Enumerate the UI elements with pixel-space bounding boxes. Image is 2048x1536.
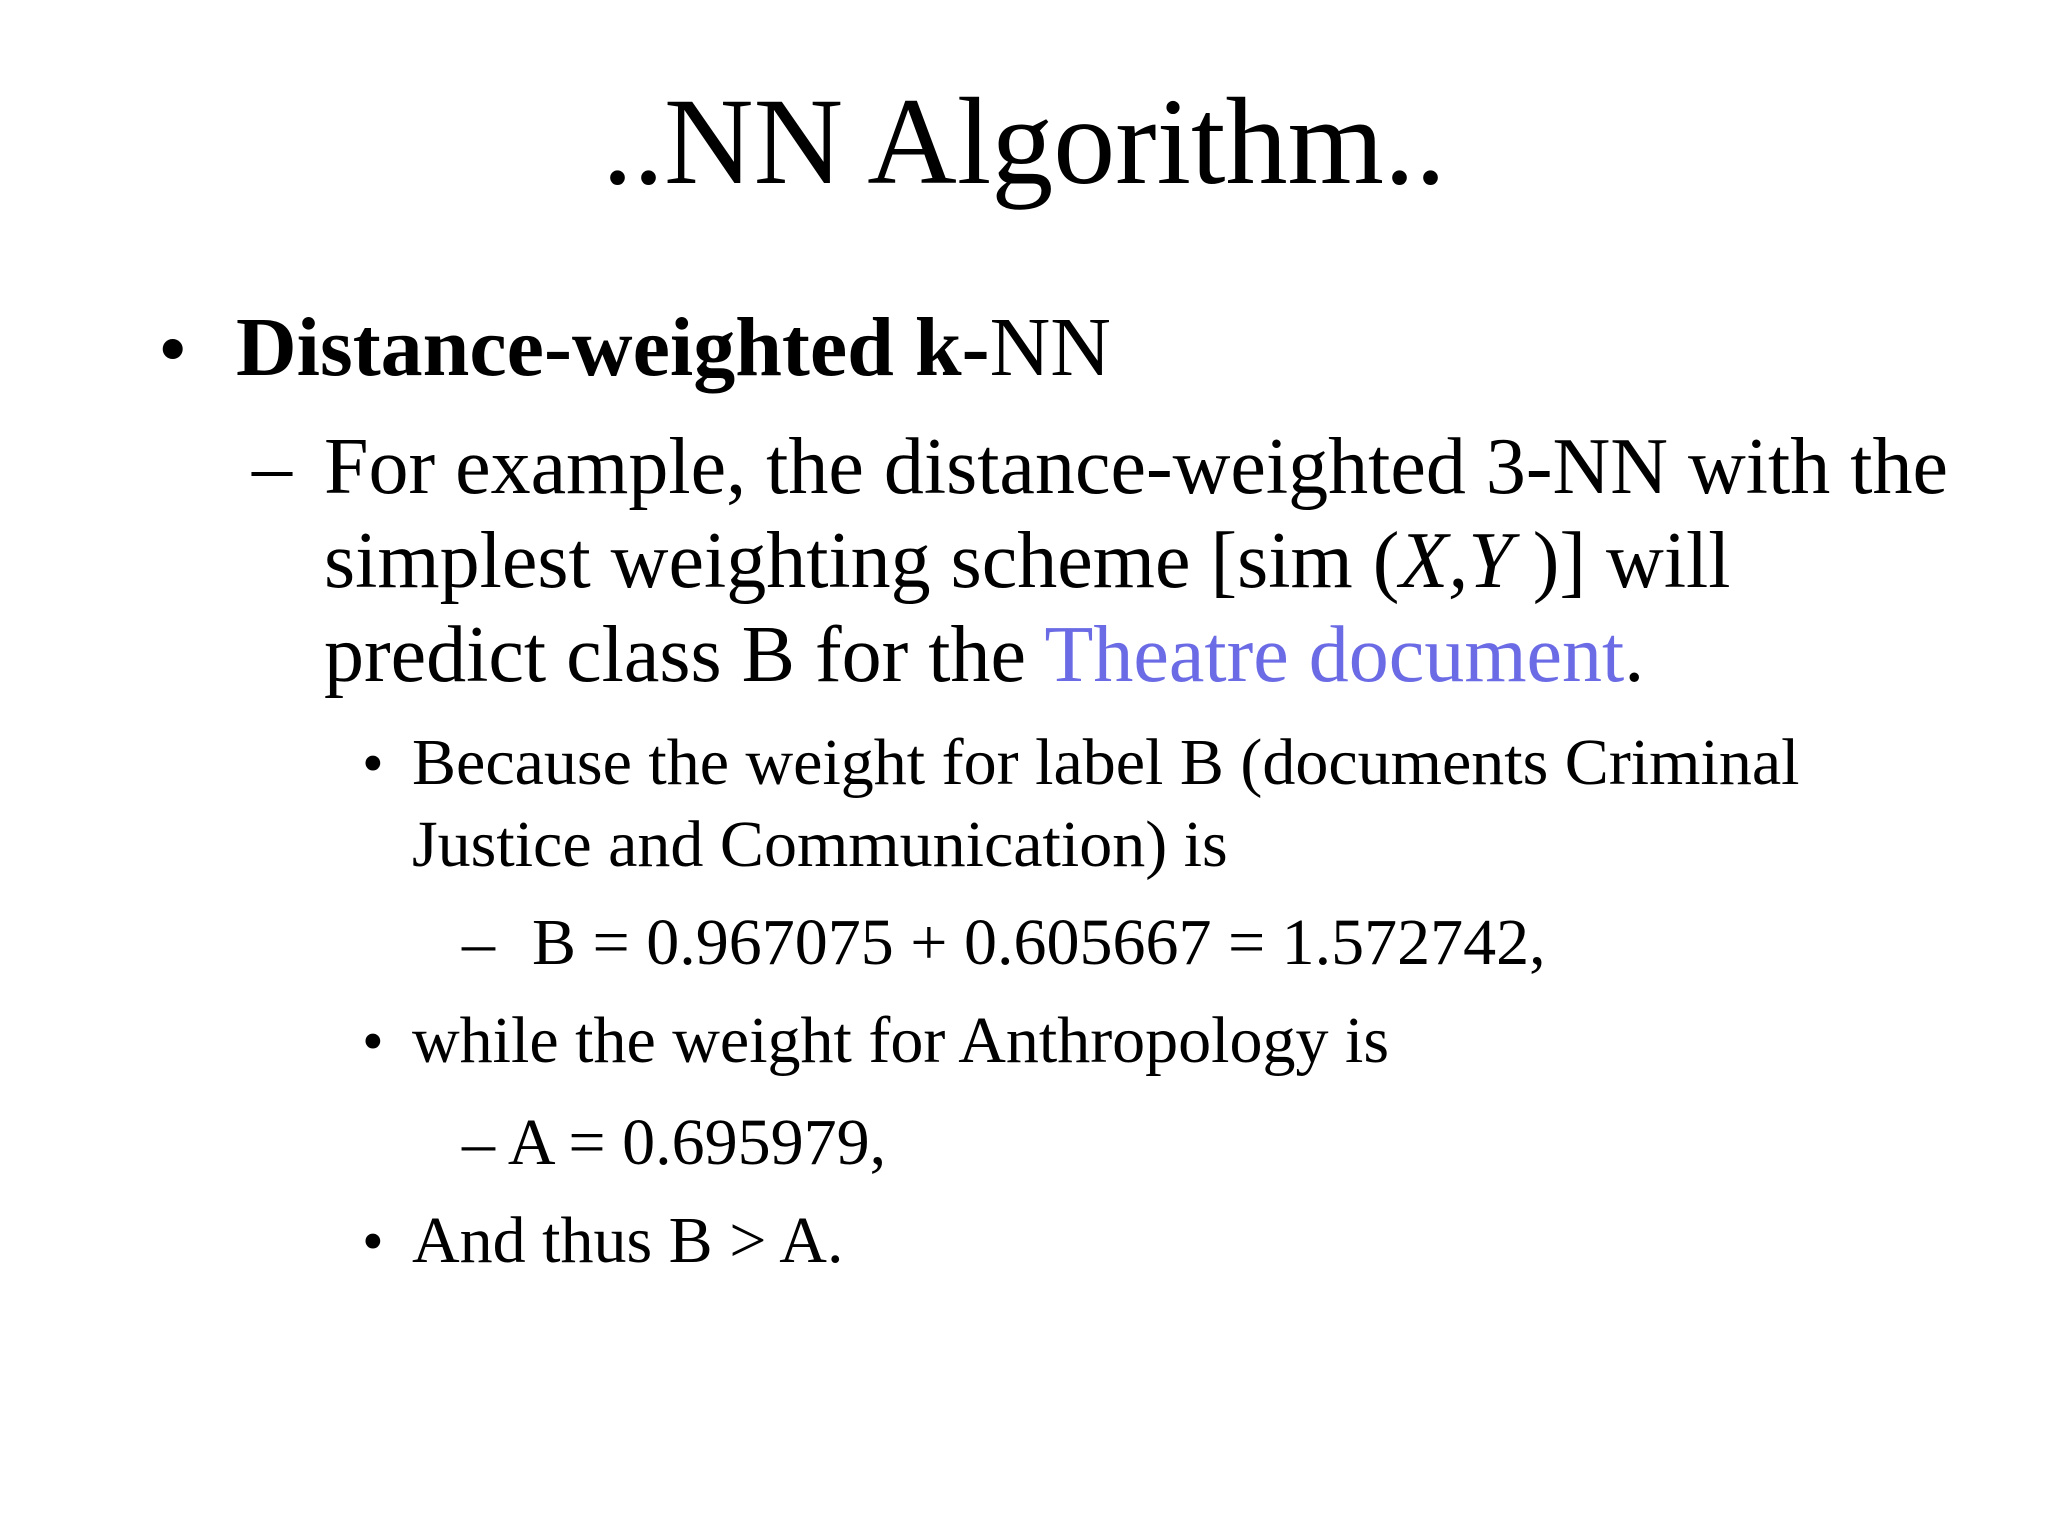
slide-title: ..NN Algorithm..	[602, 73, 1446, 210]
theatre-document-link[interactable]: Theatre document	[1044, 611, 1625, 699]
weight-a-formula: – A = 0.695979,	[462, 1106, 887, 1179]
bullet-heading	[236, 298, 1111, 398]
point-bullet-1: •	[362, 730, 384, 798]
point-3: And thus B > A.	[412, 1204, 844, 1277]
sub-bullet-line-2	[324, 514, 1731, 608]
point-bullet-2: •	[362, 1008, 384, 1076]
line3-end: .	[1624, 611, 1645, 699]
var-y: Y	[1468, 517, 1513, 605]
line2-start: simplest weighting scheme [sim (	[324, 517, 1400, 605]
point-1-sub-dash: –	[462, 906, 495, 979]
bullet-heading-bold: Distance-weighted k-	[236, 301, 990, 394]
sub-bullet-dash: –	[252, 423, 292, 511]
sub-bullet-line-3	[324, 608, 1644, 702]
weight-b-formula: B = 0.967075 + 0.605667 = 1.572742,	[532, 906, 1546, 979]
point-1-line-2: Justice and Communication) is	[412, 808, 1228, 881]
var-x: X,	[1399, 517, 1469, 605]
point-bullet-3: •	[362, 1208, 384, 1276]
point-2: while the weight for Anthropology is	[412, 1004, 1390, 1077]
point-1-line-1: Because the weight for label B (documents Criminal	[412, 726, 1800, 799]
line2-end: )] will	[1512, 517, 1731, 605]
bullet-dot: •	[158, 303, 188, 396]
bullet-heading-normal: NN	[989, 301, 1111, 394]
sub-bullet-line-1: For example, the distance-weighted 3-NN with the	[324, 423, 1948, 511]
line3-start: predict class B for the	[324, 611, 1045, 699]
